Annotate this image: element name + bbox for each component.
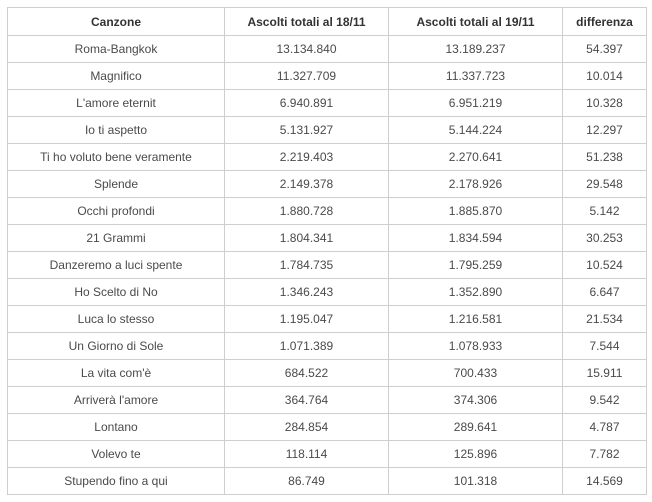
cell-total-18-11: 6.940.891 bbox=[225, 90, 389, 117]
cell-total-18-11: 364.764 bbox=[225, 387, 389, 414]
cell-total-18-11: 1.071.389 bbox=[225, 333, 389, 360]
cell-difference: 5.142 bbox=[563, 198, 647, 225]
cell-song: Splende bbox=[8, 171, 225, 198]
cell-song: Roma-Bangkok bbox=[8, 36, 225, 63]
cell-total-19-11: 700.433 bbox=[389, 360, 563, 387]
cell-difference: 6.647 bbox=[563, 279, 647, 306]
cell-difference: 54.397 bbox=[563, 36, 647, 63]
cell-total-19-11: 374.306 bbox=[389, 387, 563, 414]
cell-difference: 30.253 bbox=[563, 225, 647, 252]
table-row bbox=[8, 90, 647, 117]
cell-song: Lontano bbox=[8, 414, 225, 441]
cell-total-19-11: 1.795.259 bbox=[389, 252, 563, 279]
table-row bbox=[8, 387, 647, 414]
table-row bbox=[8, 441, 647, 468]
cell-total-19-11: 125.896 bbox=[389, 441, 563, 468]
cell-song: L'amore eternit bbox=[8, 90, 225, 117]
cell-total-18-11: 5.131.927 bbox=[225, 117, 389, 144]
streams-table bbox=[7, 7, 647, 495]
cell-difference: 51.238 bbox=[563, 144, 647, 171]
table-row bbox=[8, 468, 647, 495]
table-row bbox=[8, 279, 647, 306]
cell-song: La vita com'è bbox=[8, 360, 225, 387]
cell-total-19-11: 1.834.594 bbox=[389, 225, 563, 252]
cell-total-19-11: 1.352.890 bbox=[389, 279, 563, 306]
cell-total-18-11: 1.784.735 bbox=[225, 252, 389, 279]
cell-difference: 10.014 bbox=[563, 63, 647, 90]
table-row bbox=[8, 63, 647, 90]
table-container bbox=[7, 7, 646, 495]
cell-total-18-11: 11.327.709 bbox=[225, 63, 389, 90]
cell-total-18-11: 2.149.378 bbox=[225, 171, 389, 198]
cell-total-19-11: 6.951.219 bbox=[389, 90, 563, 117]
cell-difference: 9.542 bbox=[563, 387, 647, 414]
cell-total-18-11: 118.114 bbox=[225, 441, 389, 468]
cell-total-19-11: 13.189.237 bbox=[389, 36, 563, 63]
cell-song: Luca lo stesso bbox=[8, 306, 225, 333]
table-row bbox=[8, 198, 647, 225]
table-row bbox=[8, 252, 647, 279]
cell-total-18-11: 86.749 bbox=[225, 468, 389, 495]
cell-difference: 21.534 bbox=[563, 306, 647, 333]
column-header-total-18-11: Ascolti totali al 18/11 bbox=[225, 8, 389, 36]
cell-total-18-11: 2.219.403 bbox=[225, 144, 389, 171]
table-row bbox=[8, 414, 647, 441]
cell-difference: 7.782 bbox=[563, 441, 647, 468]
cell-total-19-11: 1.078.933 bbox=[389, 333, 563, 360]
cell-song: Danzeremo a luci spente bbox=[8, 252, 225, 279]
table-row bbox=[8, 360, 647, 387]
cell-total-18-11: 1.195.047 bbox=[225, 306, 389, 333]
cell-difference: 15.911 bbox=[563, 360, 647, 387]
cell-total-19-11: 1.216.581 bbox=[389, 306, 563, 333]
table-row bbox=[8, 144, 647, 171]
cell-total-19-11: 289.641 bbox=[389, 414, 563, 441]
cell-song: 21 Grammi bbox=[8, 225, 225, 252]
column-header-difference: differenza bbox=[563, 8, 647, 36]
cell-total-18-11: 13.134.840 bbox=[225, 36, 389, 63]
cell-difference: 7.544 bbox=[563, 333, 647, 360]
column-header-total-19-11: Ascolti totali al 19/11 bbox=[389, 8, 563, 36]
cell-difference: 4.787 bbox=[563, 414, 647, 441]
cell-total-18-11: 284.854 bbox=[225, 414, 389, 441]
cell-song: Arriverà l'amore bbox=[8, 387, 225, 414]
cell-total-18-11: 684.522 bbox=[225, 360, 389, 387]
cell-difference: 29.548 bbox=[563, 171, 647, 198]
cell-song: Ho Scelto di No bbox=[8, 279, 225, 306]
cell-total-19-11: 5.144.224 bbox=[389, 117, 563, 144]
cell-total-19-11: 101.318 bbox=[389, 468, 563, 495]
column-header-song: Canzone bbox=[8, 8, 225, 36]
cell-song: Un Giorno di Sole bbox=[8, 333, 225, 360]
cell-difference: 12.297 bbox=[563, 117, 647, 144]
cell-song: Volevo te bbox=[8, 441, 225, 468]
cell-total-18-11: 1.880.728 bbox=[225, 198, 389, 225]
cell-total-19-11: 2.178.926 bbox=[389, 171, 563, 198]
cell-song: Magnifico bbox=[8, 63, 225, 90]
table-row bbox=[8, 171, 647, 198]
cell-total-19-11: 11.337.723 bbox=[389, 63, 563, 90]
cell-song: Occhi profondi bbox=[8, 198, 225, 225]
table-header-row bbox=[8, 8, 647, 36]
table-row bbox=[8, 225, 647, 252]
cell-song: Stupendo fino a qui bbox=[8, 468, 225, 495]
table-row bbox=[8, 36, 647, 63]
table-row bbox=[8, 117, 647, 144]
cell-total-18-11: 1.804.341 bbox=[225, 225, 389, 252]
cell-difference: 10.524 bbox=[563, 252, 647, 279]
cell-song: Io ti aspetto bbox=[8, 117, 225, 144]
cell-difference: 14.569 bbox=[563, 468, 647, 495]
table-row bbox=[8, 333, 647, 360]
table-row bbox=[8, 306, 647, 333]
cell-song: Ti ho voluto bene veramente bbox=[8, 144, 225, 171]
cell-difference: 10.328 bbox=[563, 90, 647, 117]
cell-total-18-11: 1.346.243 bbox=[225, 279, 389, 306]
cell-total-19-11: 2.270.641 bbox=[389, 144, 563, 171]
cell-total-19-11: 1.885.870 bbox=[389, 198, 563, 225]
